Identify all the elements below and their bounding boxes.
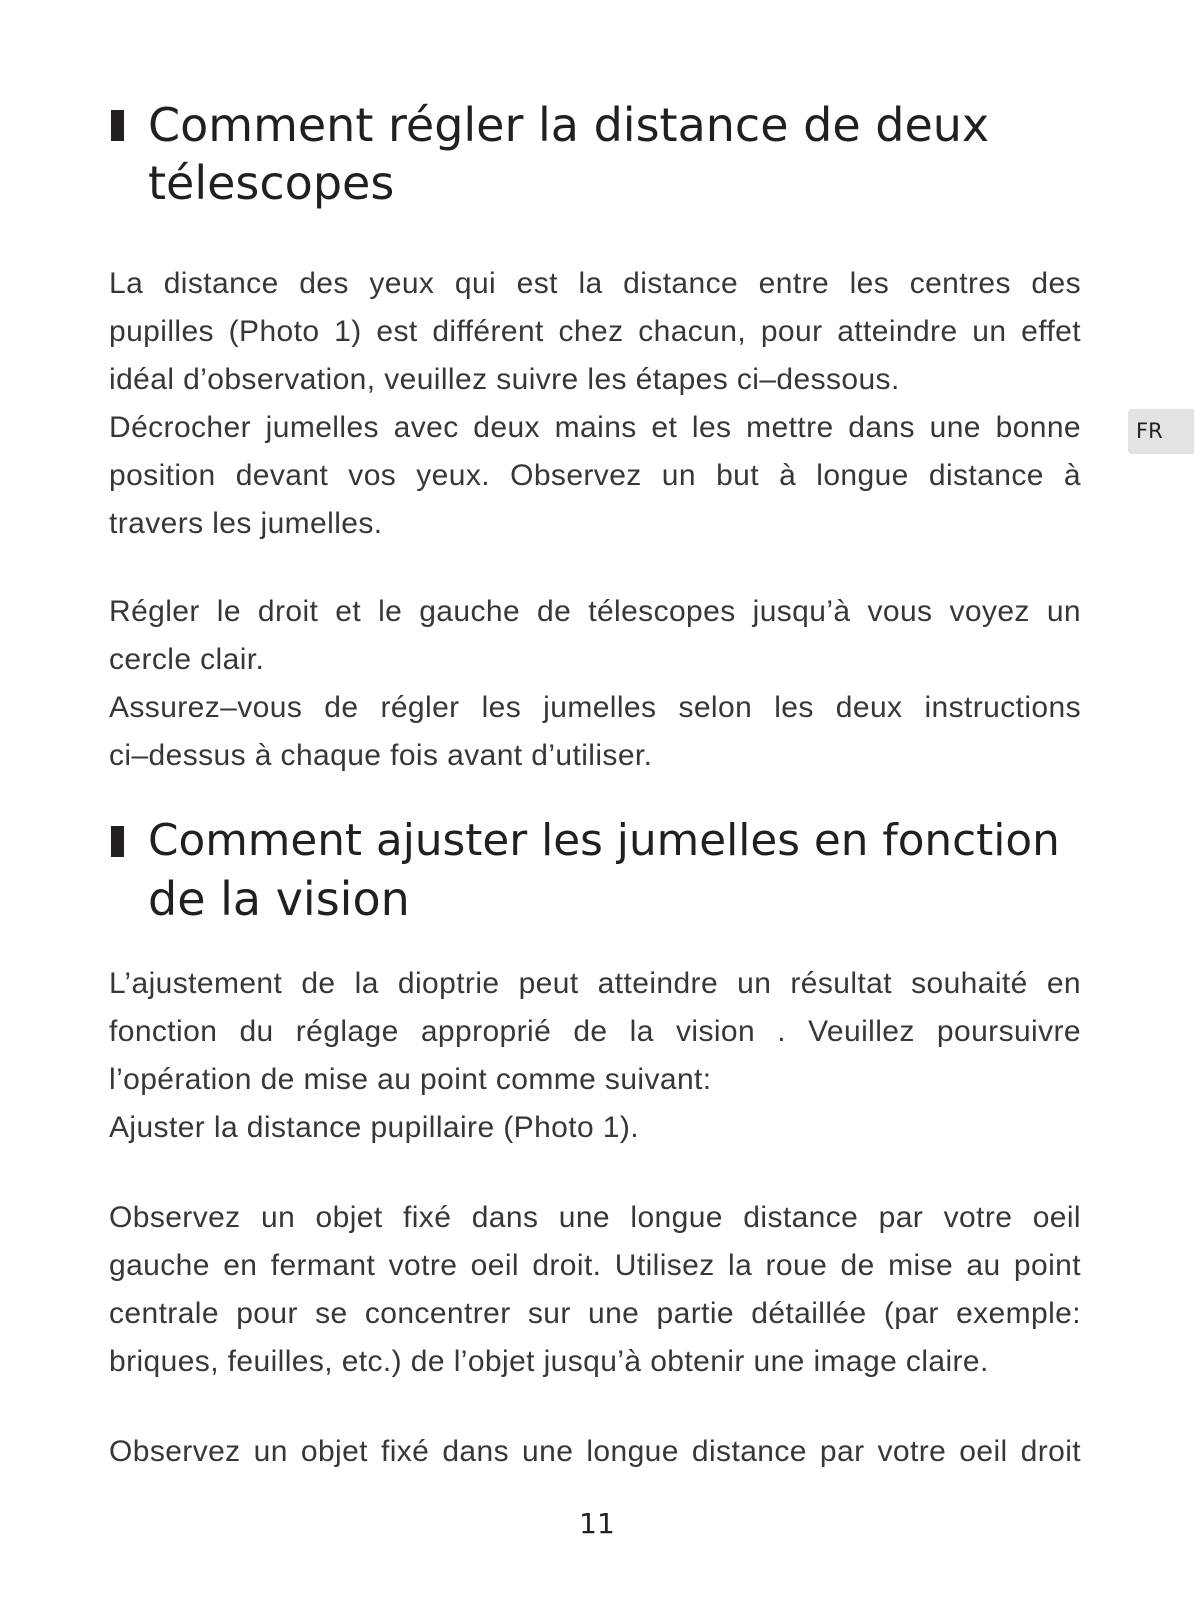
- text-line: L’ajustement de la dioptrie peut atteindre un résultat souhaité en: [109, 967, 1081, 1000]
- paragraph-left-eye: [109, 1194, 1081, 1386]
- text-line: Régler le droit et le gauche de télescopes jusqu’à vous voyez un: [109, 595, 1081, 628]
- text-line: Décrocher jumelles avec deux mains et les mettre dans une bonne: [109, 411, 1081, 444]
- heading-bar-marker: [111, 826, 124, 857]
- heading-bar-marker: [111, 110, 124, 141]
- text-line: Ajuster la distance pupillaire (Photo 1).: [109, 1111, 640, 1144]
- page-number: 11: [579, 1507, 615, 1540]
- text-line: ci–dessus à chaque fois avant d’utiliser.: [109, 739, 653, 772]
- paragraph-right-eye: [109, 1428, 1081, 1476]
- text-line: pupilles (Photo 1) est différent chez chacun, pour atteindre un effet: [109, 315, 1081, 348]
- section-heading-distance: [108, 96, 1098, 212]
- text-line: briques, feuilles, etc.) de l’objet jusqu’à obtenir une image claire.: [109, 1345, 989, 1378]
- paragraph-dioptre: [109, 960, 1081, 1152]
- paragraph-adjust-telescopes: [109, 588, 1081, 780]
- text-line: centrale pour se concentrer sur une partie détaillée (par exemple:: [109, 1297, 1081, 1330]
- paragraph-eye-distance: [109, 260, 1081, 548]
- text-line: travers les jumelles.: [109, 507, 383, 540]
- text-line: idéal d’observation, veuillez suivre les étapes ci–dessous.: [109, 363, 900, 396]
- text-line: Observez un objet fixé dans une longue distance par votre oeil: [109, 1201, 1081, 1234]
- heading-line: Comment ajuster les jumelles en fonction: [148, 815, 1060, 866]
- text-line: position devant vos yeux. Observez un but à longue distance à: [109, 459, 1081, 492]
- section-heading-vision: [108, 812, 1098, 928]
- text-line: l’opération de mise au point comme suivant:: [109, 1063, 712, 1096]
- heading-line: de la vision: [148, 872, 410, 926]
- text-line: Observez un objet fixé dans une longue distance par votre oeil droit: [109, 1435, 1081, 1468]
- text-line: La distance des yeux qui est la distance entre les centres des: [109, 267, 1081, 300]
- heading-line: télescopes: [148, 156, 395, 210]
- text-line: gauche en fermant votre oeil droit. Utilisez la roue de mise au point: [109, 1249, 1081, 1282]
- text-line: Assurez–vous de régler les jumelles selon les deux instructions: [109, 691, 1081, 724]
- heading-line: Comment régler la distance de deux: [148, 98, 990, 152]
- text-line: fonction du réglage approprié de la vision . Veuillez poursuivre: [109, 1015, 1081, 1048]
- text-line: cercle clair.: [109, 643, 265, 676]
- language-tab: FR: [1128, 409, 1194, 454]
